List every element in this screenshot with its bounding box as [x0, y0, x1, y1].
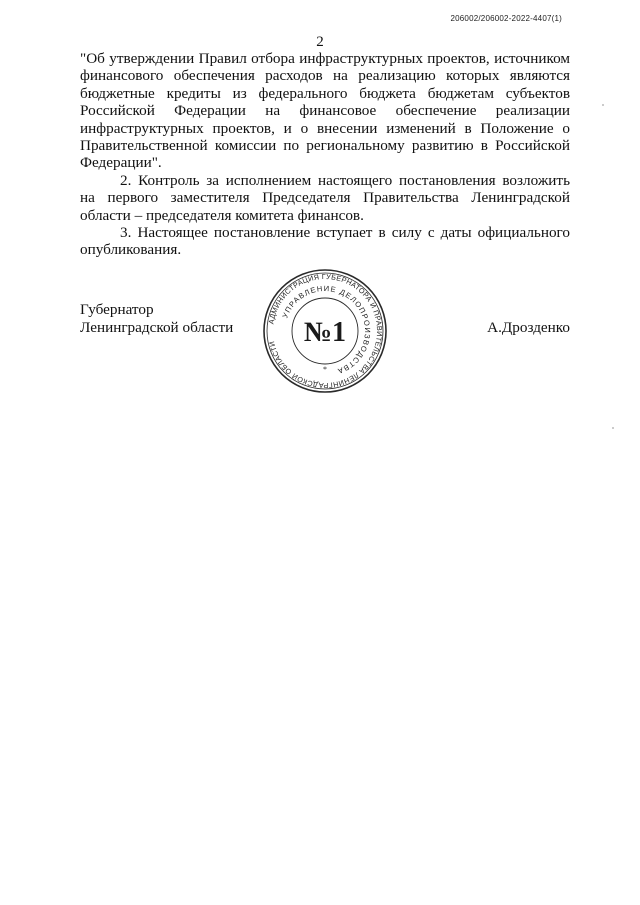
svg-text:АДМИНИСТРАЦИЯ ГУБЕРНАТОРА И ПР: АДМИНИСТРАЦИЯ ГУБЕРНАТОРА И ПРАВИТЕЛЬСТВА ЛЕНИНГРАДСКОЙ ОБЛАСТИ: [266, 271, 385, 391]
svg-text:*: *: [323, 365, 327, 374]
signatory-name: А.Дрозденко: [487, 319, 570, 336]
document-registration-number: 206002/206002-2022-4407(1): [450, 14, 562, 23]
scan-speck: [602, 104, 604, 106]
paragraph-1: "Об утверждении Правил отбора инфраструктурных проектов, источником финансового обеспечения расходов на реализацию которых являются бюджетные кредиты из федерального бюджета бюджетам субъектов Российской Федерации на финансовое обеспечение реализации инфраструктурных проектов, и о внесении изменений в Положение о Правительственной комиссии по региональному развитию в Российской Федерации".: [80, 50, 570, 172]
svg-text:УПРАВЛЕНИЕ ДЕЛОПРОИЗВОДСТВА: УПРАВЛЕНИЕ ДЕЛОПРОИЗВОДСТВА: [280, 283, 373, 377]
page-number: 2: [316, 34, 324, 50]
position-line-2: Ленинградской области: [80, 319, 234, 336]
paragraph-3: 3. Настоящее постановление вступает в силу с даты официального опубликования.: [80, 224, 570, 259]
paragraph-2: 2. Контроль за исполнением настоящего постановления возложить на первого заместителя Председателя Правительства Ленинградской области – председателя комитета финансов.: [80, 171, 570, 224]
signatory-position: [80, 301, 233, 337]
svg-text:№1: №1: [303, 317, 347, 348]
position-line-1: Губернатор: [80, 301, 154, 318]
official-seal-icon: [262, 268, 388, 394]
scan-speck: [612, 427, 614, 429]
document-body: [80, 50, 570, 259]
